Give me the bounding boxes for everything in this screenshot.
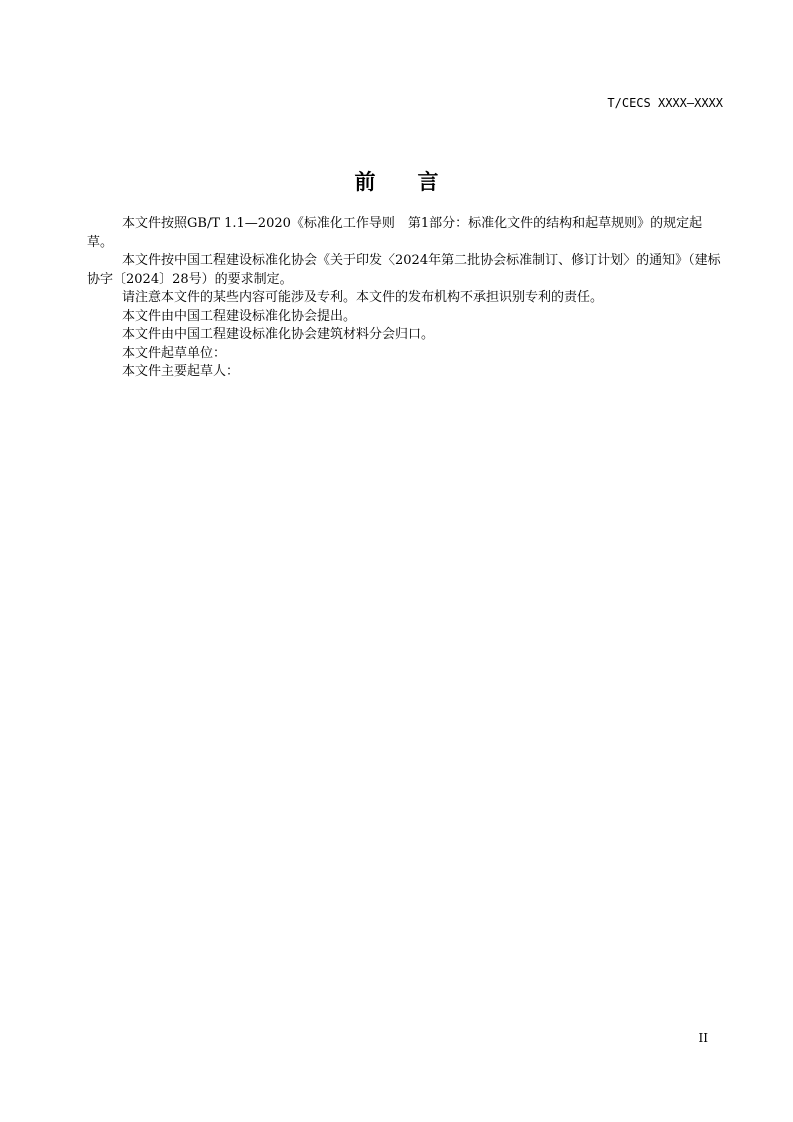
preface-paragraph-administrator: 本文件由中国工程建设标准化协会建筑材料分会归口。 <box>122 327 435 342</box>
preface-paragraph-drafting-rules: 本文件按照GB/T 1.1—2020《标准化工作导则 第1部分：标准化文件的结构和起草规则》的规定起草。 <box>87 216 703 250</box>
title-char-2: 言 <box>417 170 439 194</box>
preface-paragraph-plan-notice: 本文件按中国工程建设标准化协会《关于印发〈2024年第二批协会标准制订、修订计划〉的通知》（建标协字〔2024〕28号）的要求制定。 <box>87 253 721 287</box>
preface-paragraph-patent-notice: 请注意本文件的某些内容可能涉及专利。本文件的发布机构不承担识别专利的责任。 <box>122 290 604 305</box>
document-code: T/CECS XXXX—XXXX <box>607 96 723 110</box>
preface-paragraph-proposer: 本文件由中国工程建设标准化协会提出。 <box>122 308 357 324</box>
preface-body <box>87 215 725 382</box>
preface-paragraph-drafters: 本文件主要起草人： <box>122 364 240 379</box>
title-char-1: 前 <box>354 170 376 194</box>
page-title <box>0 166 793 196</box>
preface-paragraph-drafting-units: 本文件起草单位： <box>122 345 227 361</box>
page-number: II <box>698 1031 708 1045</box>
